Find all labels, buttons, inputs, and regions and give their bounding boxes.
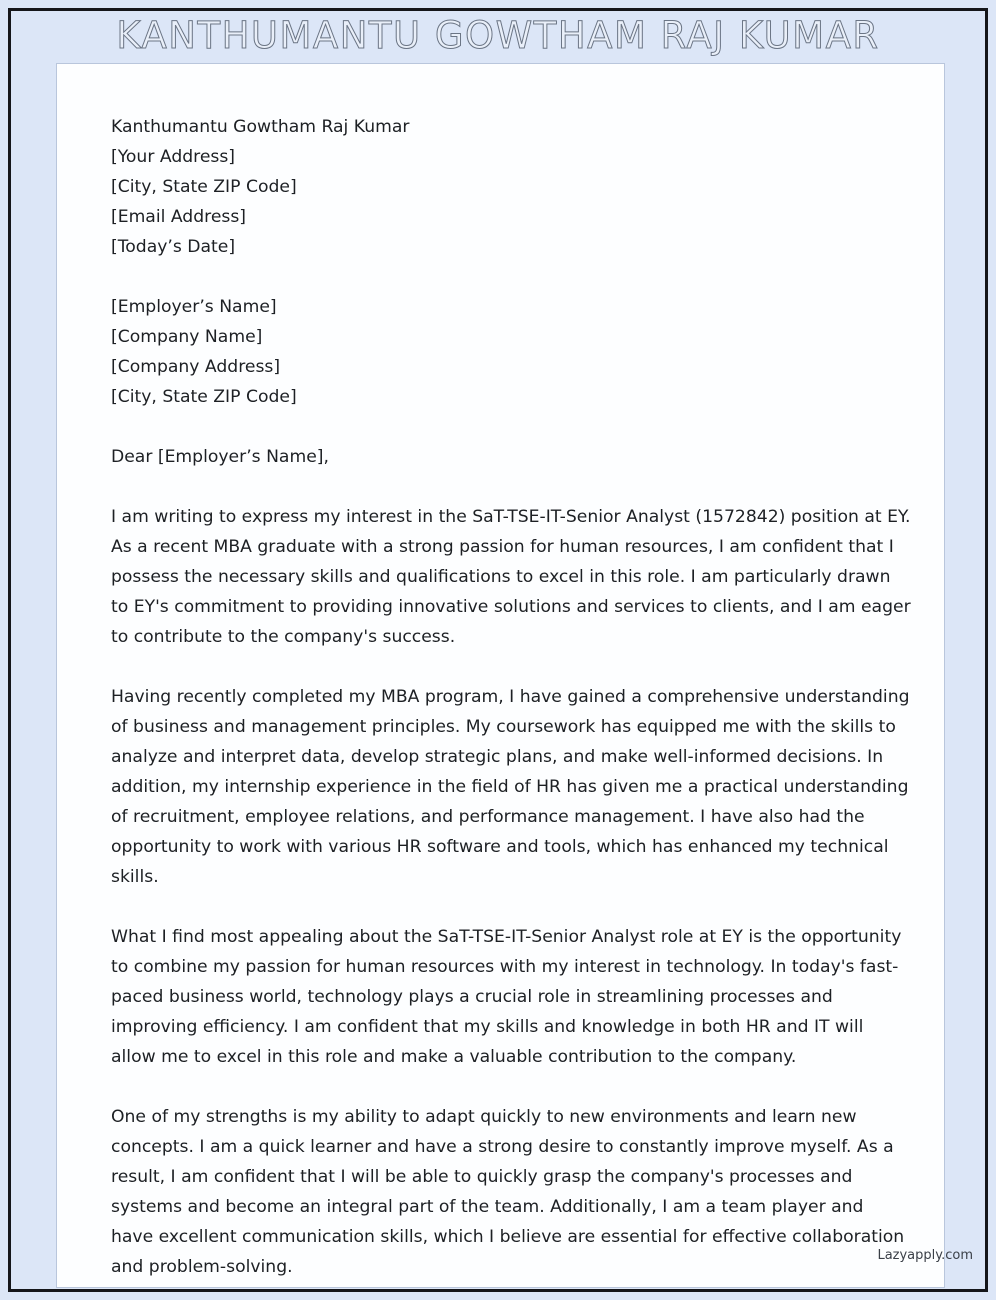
sender-line: [Your Address]: [111, 147, 236, 167]
letter-paragraph: I am writing to express my interest in the SaT-TSE-IT-Senior Analyst (1572842) position at EY. As a recent MBA graduate with a strong passion for human resources, I am confident that I possess the necessary skills and qualifications to excel in this role. I am particularly drawn to EY's commitment to providing innovative solutions and services to clients, and I am eager to contribute to the company's success.: [111, 507, 911, 647]
recipient-line: [City, State ZIP Code]: [111, 387, 297, 407]
letter-sheet: [56, 63, 945, 1288]
letter-body: [111, 112, 911, 1288]
sender-line: [Today’s Date]: [111, 237, 236, 257]
letter-paragraph: Having recently completed my MBA program, I have gained a comprehensive understanding of business and management principles. My coursework has equipped me with the skills to analyze and interpret data, develop strategic plans, and make well-informed decisions. In addition, my internship experience in the field of HR has given me a practical understanding of recruitment, employee relations, and performance management. I have also had the opportunity to work with various HR software and tools, which has enhanced my technical skills.: [111, 687, 910, 887]
sender-line: [City, State ZIP Code]: [111, 177, 297, 197]
document-header: [11, 11, 985, 59]
recipient-address-block: [111, 292, 911, 412]
sender-address-block: [111, 112, 911, 262]
salutation: Dear [Employer’s Name],: [111, 447, 329, 467]
document-frame: [8, 8, 988, 1292]
recipient-line: [Company Name]: [111, 327, 263, 347]
sender-line: Kanthumantu Gowtham Raj Kumar: [111, 117, 410, 137]
page-title: KANTHUMANTU GOWTHAM RAJ KUMAR: [116, 13, 880, 57]
sender-line: [Email Address]: [111, 207, 247, 227]
recipient-line: [Company Address]: [111, 357, 281, 377]
watermark-label: Lazyapply.com: [877, 1248, 973, 1263]
letter-paragraph: One of my strengths is my ability to adapt quickly to new environments and learn new concepts. I am a quick learner and have a strong desire to constantly improve myself. As a result, I am confident that I will be able to quickly grasp the company's processes and systems and become an integral part of the team. Additionally, I am a team player and have excellent communication skills, which I believe are essential for effective collaboration and problem-solving.: [111, 1107, 905, 1277]
letter-paragraph: What I find most appealing about the SaT-TSE-IT-Senior Analyst role at EY is the opportunity to combine my passion for human resources with my interest in technology. In today's fast-paced business world, technology plays a crucial role in streamlining processes and improving efficiency. I am confident that my skills and knowledge in both HR and IT will allow me to excel in this role and make a valuable contribution to the company.: [111, 927, 902, 1067]
recipient-line: [Employer’s Name]: [111, 297, 277, 317]
